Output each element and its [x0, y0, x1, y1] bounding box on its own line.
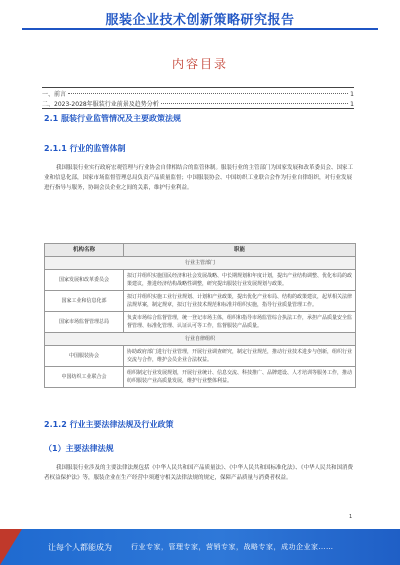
table-row — [45, 312, 356, 333]
toc-heading: 内容目录 — [171, 57, 228, 71]
agency-name: 中国纺织工业联合会 — [45, 367, 124, 388]
body-paragraph: 我国服装行业实行政府宏观管理与行业协会自律相结合的监管体制。服装行业的主管部门为国家发展和改革委员会、国家工业和信息化部，国家市场监督管理总局负责产品质量监督；中国服装协会、中国纺织工业联合会作为行业自律组织，对行业发展进行指导与服务，协调会员企业之间的关系，维护行业利益。 — [44, 165, 354, 191]
agency-duty: 拟订并组织实施工业行业规划、计划和产业政策，提出优化产业布局、结构的政策建议，起草相关法律法规草案，制定规章，拟订行业技术规范和标准并组织实施，指导行业质量管理工作。 — [124, 291, 356, 312]
footer-slogan-right: 行业专家，管理专家，营销专家，战略专家，成功企业家…… — [131, 543, 334, 551]
table-row — [45, 346, 356, 367]
body-paragraph: 我国服装行业涉及的主要法律法规包括《中华人民共和国产品质量法》、《中华人民共和国标准化法》、《中华人民共和国消费者权益保护法》等，服装企业在生产经营中须遵守相关法律法规的规定，保障产品质量与消费者权益。 — [44, 465, 354, 481]
footer-slogan-left: 让每个人都能成为 — [48, 543, 112, 552]
subsection-heading: 2.1.1 行业的监管体制 — [44, 144, 126, 153]
agency-duty: 拟订并组织实施国民经济和社会发展战略、中长期规划和年度计划，提出产业结构调整、优化布局的政策建议，推进经济结构战略性调整，研究提出服装行业发展规划与政策。 — [124, 270, 356, 291]
agency-duty: 协助政府部门进行行业管理，开展行业调查研究，制定行业规范，推动行业技术进步与创新，组织行业交流与合作，维护会员企业合法权益。 — [124, 346, 356, 367]
toc-leader-dots — [68, 93, 348, 94]
toc-entry[interactable] — [42, 99, 354, 108]
table-section-row — [45, 333, 356, 346]
toc-entry[interactable] — [42, 89, 354, 98]
report-title: 服装企业技术创新策略研究报告 — [105, 13, 295, 28]
agency-name: 国家工业和信息化部 — [45, 291, 124, 312]
section-heading: 2.1 服装行业监管情况及主要政策法规 — [44, 114, 181, 123]
toc-leader-dots — [161, 103, 348, 104]
footer-banner — [0, 529, 400, 565]
sub-subsection-heading: （1）主要法律法规 — [44, 444, 114, 453]
agency-duty: 负责市场综合监督管理，统一登记市场主体，组织和指导市场监管综合执法工作，承担产品质量安全监督管理、标准化管理、认证认可等工作，监督服装产品质量。 — [124, 312, 356, 333]
toc-entry-label: 二、2023-2028年服装行业前景及趋势分析 — [42, 101, 159, 108]
table-header-row — [45, 244, 356, 257]
agency-name: 国家市场监督管理总局 — [45, 312, 124, 333]
toc-entry-label: 一、前言 — [42, 91, 67, 98]
table-section-label: 行业主管部门 — [45, 257, 356, 270]
table-row — [45, 291, 356, 312]
agency-duty: 组织制定行业发展规划，开展行业统计、信息交流、科技推广、品牌建设、人才培训等服务工作，推动纺织服装产业高质量发展，维护行业整体利益。 — [124, 367, 356, 388]
toc-entry-page: 1 — [350, 91, 354, 98]
table-row — [45, 367, 356, 388]
toc-entry-page: 1 — [350, 101, 354, 108]
toc-bottom-rule — [42, 108, 354, 109]
table-row — [45, 270, 356, 291]
agency-name: 中国服装协会 — [45, 346, 124, 367]
toc-top-rule — [42, 87, 354, 88]
table-section-label: 行业自律组织 — [45, 333, 356, 346]
page-number: 1 — [349, 514, 353, 520]
agency-name: 国家发展和改革委员会 — [45, 270, 124, 291]
table-section-row — [45, 257, 356, 270]
page-header — [0, 0, 400, 30]
subsection-heading: 2.1.2 行业主要法律法规及行业政策 — [44, 420, 174, 429]
table-header-cell: 机构名称 — [45, 244, 124, 257]
regulatory-bodies-table — [44, 243, 356, 388]
table-header-cell: 职能 — [124, 244, 356, 257]
header-divider — [22, 28, 378, 30]
